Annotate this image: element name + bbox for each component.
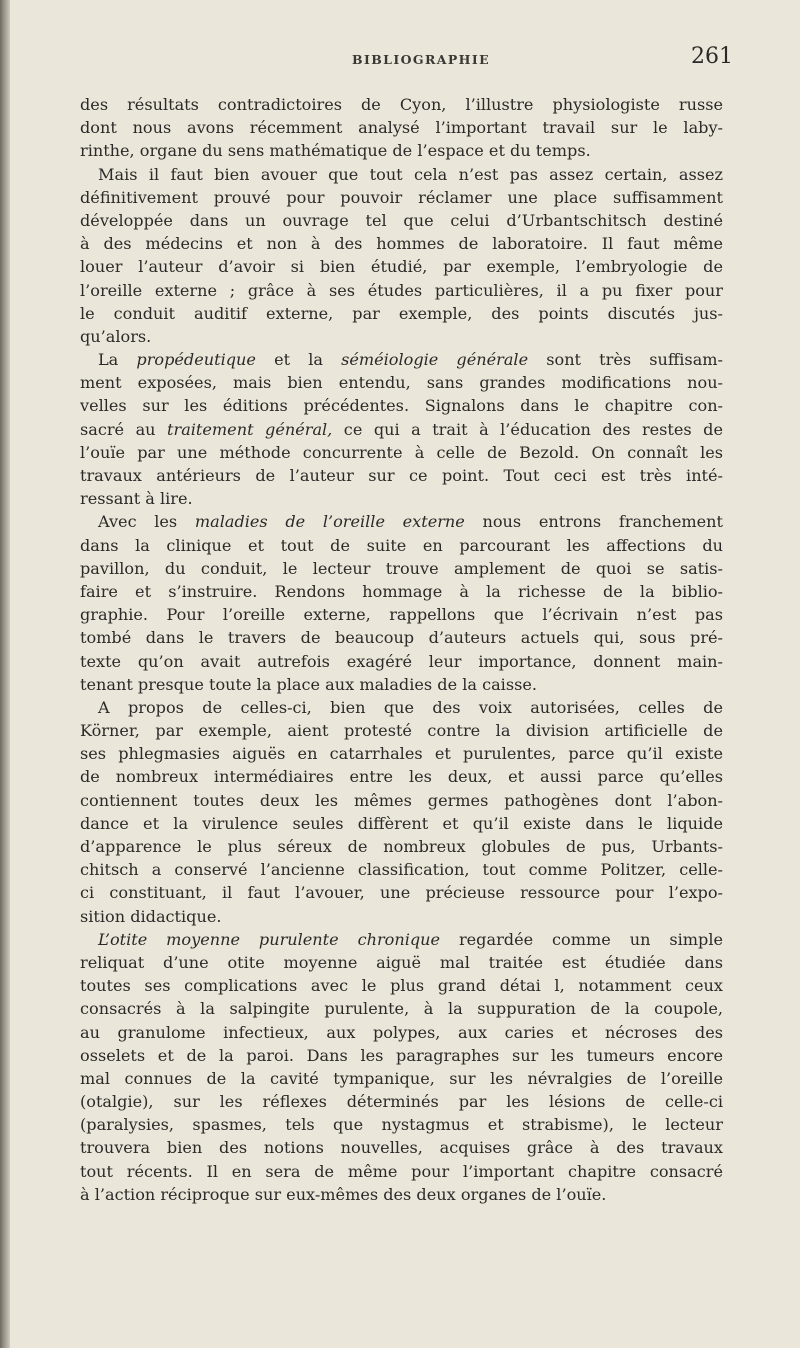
body-text: [80, 93, 723, 1206]
text-line: sition didactique.: [80, 906, 222, 926]
text-line: l’oreille externe ; grâce à ses études particulières, il a pu fixer pour: [80, 280, 723, 300]
italic-term: propédeutique: [136, 350, 256, 370]
text-line: développée dans un ouvrage tel que celui d’Urbantschitsch destiné: [80, 210, 723, 230]
italic-term: maladies de l’oreille externe: [194, 512, 465, 532]
text-run: La: [98, 350, 137, 370]
text-line: [80, 928, 723, 951]
text-line: à l’action réciproque sur eux-mêmes des deux organes de l’ouïe.: [80, 1184, 607, 1204]
text-line: dans la clinique et tout de suite en parcourant les affections du: [80, 535, 723, 555]
text-line: définitivement prouvé pour pouvoir réclamer une place suffisamment: [80, 187, 723, 207]
text-run: ce qui a trait à l’éducation des restes de: [332, 419, 723, 439]
text-line: mal connues de la cavité tympanique, sur les névralgies de l’oreille: [80, 1068, 723, 1088]
text-line: [80, 510, 723, 533]
running-head: BIBLIOGRAPHIE: [352, 52, 491, 67]
text-line: toutes ses complications avec le plus grand détai l, notamment ceux: [80, 976, 723, 996]
text-line: ressant à lire.: [80, 489, 193, 509]
text-line: rinthe, organe du sens mathématique de l’espace et du temps.: [80, 141, 591, 161]
text-line: consacrés à la salpingite purulente, à la suppuration de la coupole,: [80, 999, 723, 1019]
text-line: de nombreux intermédiaires entre les deux, et aussi parce qu’elles: [80, 767, 723, 787]
text-line: chitsch a conservé l’ancienne classification, tout comme Politzer, celle-: [80, 860, 723, 880]
italic-term: L’otite moyenne purulente chronique: [98, 929, 441, 949]
text-line: Mais il faut bien avouer que tout cela n’est pas assez certain, assez: [98, 164, 723, 184]
text-run: regardée comme un simple: [440, 929, 723, 949]
text-line: tombé dans le travers de beaucoup d’auteurs actuels qui, sous pré-: [80, 628, 723, 648]
text-line: [80, 348, 723, 371]
text-line: au granulome infectieux, aux polypes, aux caries et nécroses des: [80, 1022, 723, 1042]
text-line: reliquat d’une otite moyenne aiguë mal traitée est étudiée dans: [80, 952, 723, 972]
text-line: trouvera bien des notions nouvelles, acquises grâce à des travaux: [80, 1138, 723, 1158]
text-line: dont nous avons récemment analysé l’important travail sur le laby-: [80, 118, 723, 138]
text-line: ci constituant, il faut l’avouer, une précieuse ressource pour l’expo-: [80, 883, 723, 903]
text-line: travaux antérieurs de l’auteur sur ce point. Tout ceci est très inté-: [80, 466, 723, 485]
text-line: velles sur les éditions précédentes. Signalons dans le chapitre con-: [80, 396, 723, 416]
text-line: d’apparence le plus séreux de nombreux globules de pus, Urbants-: [80, 837, 723, 856]
italic-term: séméiologie générale: [341, 350, 529, 370]
text-line: ses phlegmasies aiguës en catarrhales et purulentes, parce qu’il existe: [80, 744, 723, 764]
text-line: des résultats contradictoires de Cyon, l’illustre physiologiste russe: [80, 95, 723, 114]
text-line: l’ouïe par une méthode concurrente à celle de Bezold. On connaît les: [80, 442, 723, 462]
text-line: graphie. Pour l’oreille externe, rappellons que l’écrivain n’est pas: [80, 605, 723, 625]
text-run: sont très suffisam-: [528, 350, 723, 370]
text-run: et la: [255, 350, 342, 370]
text-line: qu’alors.: [80, 326, 152, 346]
italic-term: traitement général,: [167, 419, 333, 439]
text-line: A propos de celles-ci, bien que des voix autorisées, celles de: [98, 697, 723, 717]
text-line: pavillon, du conduit, le lecteur trouve amplement de quoi se satis-: [80, 558, 723, 578]
text-line: faire et s’instruire. Rendons hommage à la richesse de la biblio-: [80, 581, 723, 601]
text-run: sacré au: [80, 419, 168, 439]
page-header: [90, 40, 733, 80]
text-line: tenant presque toute la place aux maladies de la caisse.: [80, 674, 537, 694]
text-line: (otalgie), sur les réflexes déterminés par les lésions de celle-ci: [80, 1092, 723, 1112]
text-line: (paralysies, spasmes, tels que nystagmus et strabisme), le lecteur: [80, 1115, 723, 1135]
text-run: nous entrons franchement: [464, 512, 723, 532]
text-line: louer l’auteur d’avoir si bien étudié, par exemple, l’embryologie de: [80, 257, 723, 277]
text-line: [80, 418, 723, 441]
text-line: texte qu’on avait autrefois exagéré leur importance, donnent main-: [80, 651, 723, 671]
book-binding-edge: [0, 0, 10, 1348]
text-line: dance et la virulence seules diffèrent et qu’il existe dans le liquide: [80, 813, 723, 833]
text-line: le conduit auditif externe, par exemple, des points discutés jus-: [80, 303, 723, 323]
text-line: Körner, par exemple, aient protesté contre la division artificielle de: [80, 721, 723, 741]
text-line: ment exposées, mais bien entendu, sans grandes modifications nou-: [80, 373, 723, 393]
text-line: à des médecins et non à des hommes de laboratoire. Il faut même: [80, 234, 723, 254]
text-line: osselets et de la paroi. Dans les paragraphes sur les tumeurs encore: [80, 1045, 723, 1065]
page-number: 261: [691, 44, 733, 69]
text-line: contiennent toutes deux les mêmes germes pathogènes dont l’abon-: [80, 790, 723, 810]
text-run: Avec les: [98, 512, 195, 532]
text-line: tout récents. Il en sera de même pour l’important chapitre consacré: [80, 1161, 723, 1181]
